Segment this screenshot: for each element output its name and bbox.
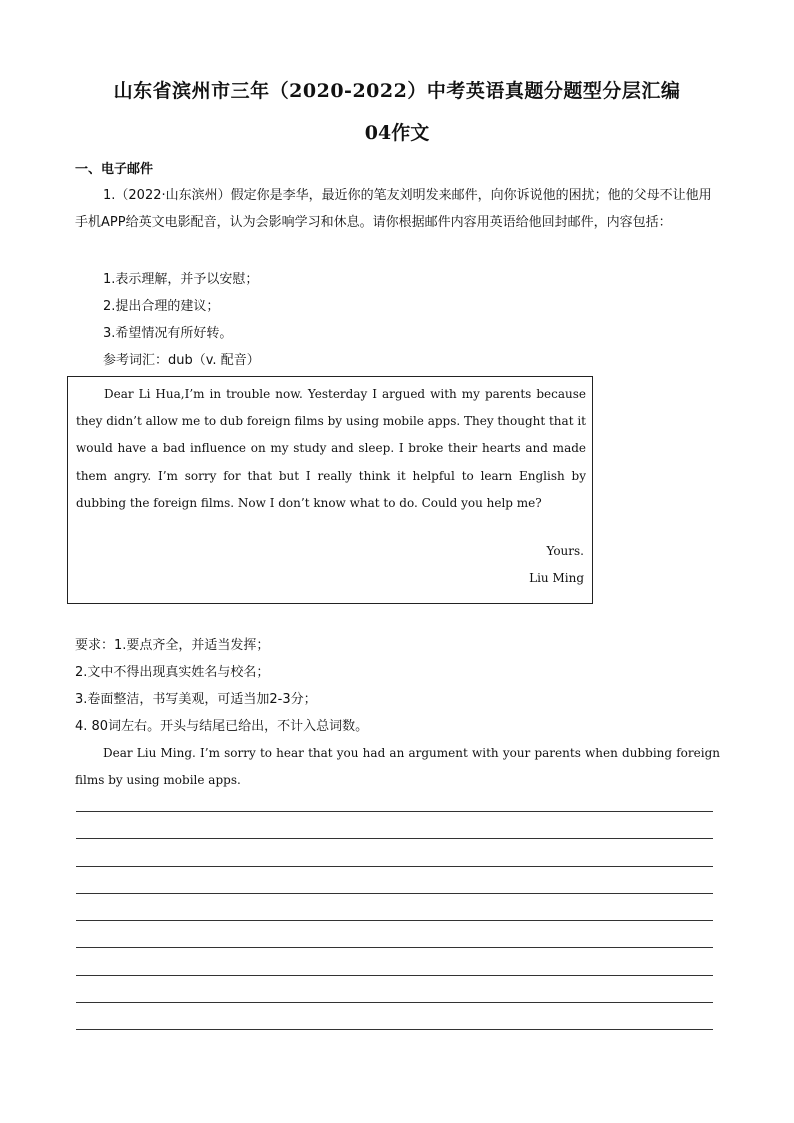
- letter-box: [67, 376, 593, 604]
- answer-line[interactable]: [76, 1029, 713, 1030]
- answer-line[interactable]: [76, 920, 713, 921]
- requirement-point-1: 1.表示理解，并予以安慰；: [103, 272, 259, 287]
- answer-line[interactable]: [76, 838, 713, 839]
- writing-requirement-2: 2.文中不得出现真实姓名与校名；: [75, 665, 270, 680]
- letter-closing: Yours.: [546, 544, 584, 558]
- section-heading: 一、电子邮件: [75, 162, 154, 177]
- writing-requirement-1: 要求：1.要点齐全，并适当发挥；: [75, 638, 270, 653]
- essay-opening: Dear Liu Ming. I’m sorry to hear that you had an argument with your parents when dubbing foreign films by using mobile apps.: [75, 746, 720, 787]
- answer-line[interactable]: [76, 893, 713, 894]
- page-subtitle: 04作文: [364, 122, 430, 144]
- page-title: 山东省滨州市三年（2020-2022）中考英语真题分题型分层汇编: [113, 80, 681, 102]
- answer-line[interactable]: [76, 1002, 713, 1003]
- answer-line[interactable]: [76, 866, 713, 867]
- letter-signature: Liu Ming: [529, 571, 584, 585]
- answer-line[interactable]: [76, 947, 713, 948]
- writing-requirement-4: 4. 80词左右。开头与结尾已给出，不计入总词数。: [75, 719, 369, 734]
- answer-line[interactable]: [76, 811, 713, 812]
- reference-vocab: 参考词汇：dub（v. 配音）: [103, 353, 260, 368]
- requirement-point-2: 2.提出合理的建议；: [103, 299, 220, 314]
- letter-body: Dear Li Hua,I’m in trouble now. Yesterday I argued with my parents because they didn’t allow me to dub foreign films by using mobile apps. They thought that it would have a bad influence on my study and sleep. I broke their hearts and made them angry. I’m sorry for that but I really think it helpful to learn English by dubbing the foreign films. Now I don’t know what to do. Could you help me?: [76, 387, 586, 510]
- answer-line[interactable]: [76, 975, 713, 976]
- requirement-point-3: 3.希望情况有所好转。: [103, 326, 233, 341]
- question-prompt: 1.（2022·山东滨州）假定你是李华，最近你的笔友刘明发来邮件，向你诉说他的困扰；他的父母不让他用手机APP给英文电影配音，认为会影响学习和休息。请你根据邮件内容用英语给他回封邮件，内容包括：: [75, 188, 712, 230]
- writing-requirement-3: 3.卷面整洁，书写美观，可适当加2-3分；: [75, 692, 317, 707]
